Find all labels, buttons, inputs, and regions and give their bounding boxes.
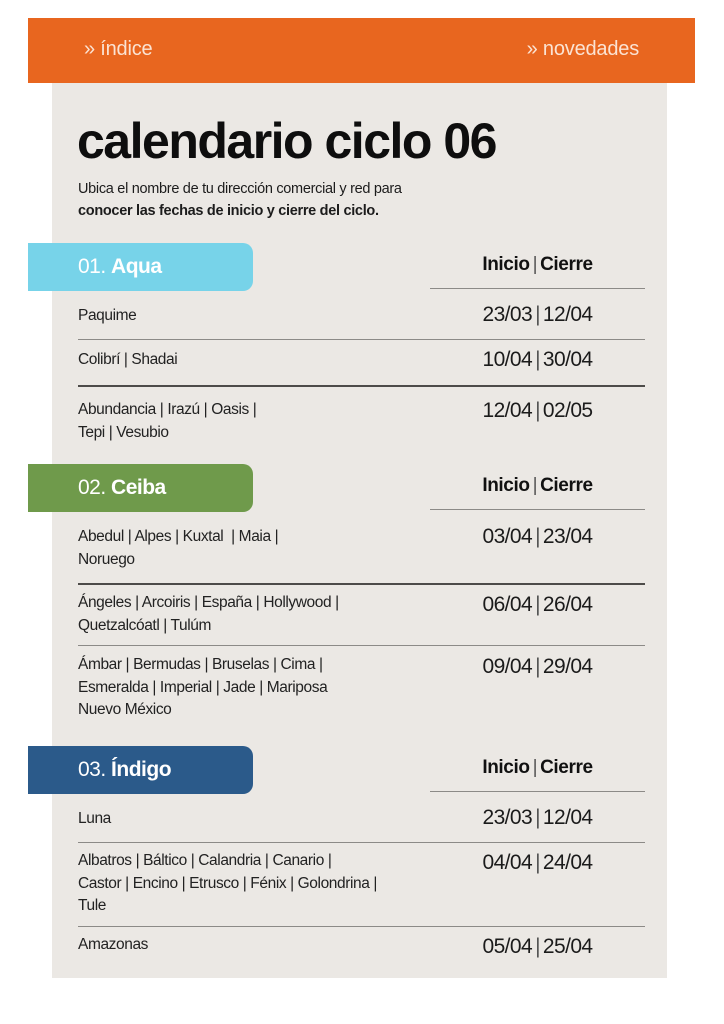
start-date: 23/03 [482, 806, 533, 829]
column-separator: | [532, 254, 538, 275]
names-line: Tepi | Vesubio [78, 423, 169, 441]
column-separator: | [532, 757, 538, 778]
column-header [430, 757, 645, 779]
page-title: calendario ciclo 06 [77, 113, 496, 169]
date-separator: | [535, 348, 540, 371]
end-date: 12/04 [542, 806, 593, 829]
list-item-dates [430, 593, 645, 617]
date-separator: | [535, 851, 540, 874]
list-item-dates [430, 525, 645, 549]
date-separator: | [535, 935, 540, 958]
start-date: 05/04 [482, 935, 533, 958]
section-number: 03. [78, 758, 106, 781]
start-date: 03/04 [482, 525, 533, 548]
header-divider [430, 509, 645, 510]
column-end-label: Cierre [540, 254, 593, 275]
names-line: Colibrí | Shadai [78, 351, 178, 368]
subtitle-line-2: conocer las fechas de inicio y cierre del ciclo. [78, 203, 379, 219]
end-date: 24/04 [542, 851, 593, 874]
names-line: Paquime [78, 307, 137, 324]
row-divider [78, 926, 645, 927]
list-item-dates [430, 655, 645, 679]
start-date: 10/04 [482, 348, 533, 371]
subtitle-line-1: Ubica el nombre de tu dirección comercial y red para [78, 181, 402, 197]
section-tag-indigo [28, 746, 253, 794]
date-separator: | [535, 399, 540, 422]
row-divider [78, 385, 645, 387]
section-tag-aqua [28, 243, 253, 291]
column-separator: | [532, 475, 538, 496]
column-header [430, 254, 645, 276]
names-line: Amazonas [78, 936, 149, 953]
section-tag-ceiba [28, 464, 253, 512]
list-item-names [78, 349, 458, 372]
start-date: 09/04 [482, 655, 533, 678]
names-line: Albatros | Báltico | Calandria | Canario | [78, 852, 332, 869]
end-date: 30/04 [542, 348, 593, 371]
list-item-names [78, 808, 458, 831]
list-item-dates [430, 935, 645, 959]
column-start-label: Inicio [482, 254, 530, 275]
row-divider [78, 339, 645, 340]
names-line: Ámbar | Bermudas | Bruselas | Cima | [78, 656, 323, 673]
section-name: Aqua [111, 255, 162, 278]
end-date: 23/04 [542, 525, 593, 548]
names-line: Quetzalcóatl | Tulúm [78, 616, 212, 634]
list-item-names [78, 526, 458, 571]
list-item-dates [430, 806, 645, 830]
end-date: 26/04 [542, 593, 593, 616]
start-date: 12/04 [482, 399, 533, 422]
date-separator: | [535, 806, 540, 829]
list-item-dates [430, 303, 645, 327]
list-item-dates [430, 348, 645, 372]
date-separator: | [535, 303, 540, 326]
column-start-label: Inicio [482, 475, 530, 496]
list-item-names [78, 934, 458, 957]
index-link[interactable]: » índice [84, 38, 153, 60]
end-date: 29/04 [542, 655, 593, 678]
names-line: Luna [78, 810, 111, 827]
row-divider [78, 842, 645, 843]
list-item-names [78, 850, 458, 918]
names-line: Abedul | Alpes | Kuxtal | Maia | [78, 528, 279, 545]
row-divider [78, 583, 645, 585]
section-name: Índigo [111, 758, 172, 781]
start-date: 23/03 [482, 303, 533, 326]
column-header [430, 475, 645, 497]
list-item-names [78, 305, 458, 328]
column-end-label: Cierre [540, 475, 593, 496]
list-item-names [78, 592, 458, 637]
section-name: Ceiba [111, 476, 166, 499]
list-item-names [78, 654, 458, 722]
list-item-dates [430, 399, 645, 423]
names-line: Tule [78, 897, 106, 914]
header-divider [430, 791, 645, 792]
column-end-label: Cierre [540, 757, 593, 778]
names-line: Castor | Encino | Etrusco | Fénix | Golondrina | [78, 874, 378, 892]
row-divider [78, 645, 645, 646]
names-line: Ángeles | Arcoiris | España | Hollywood | [78, 594, 339, 611]
names-line: Nuevo México [78, 701, 172, 718]
date-separator: | [535, 655, 540, 678]
start-date: 06/04 [482, 593, 533, 616]
end-date: 25/04 [542, 935, 593, 958]
names-line: Esmeralda | Imperial | Jade | Mariposa [78, 678, 328, 696]
header-divider [430, 288, 645, 289]
names-line: Abundancia | Irazú | Oasis | [78, 401, 257, 418]
start-date: 04/04 [482, 851, 533, 874]
end-date: 02/05 [542, 399, 593, 422]
end-date: 12/04 [542, 303, 593, 326]
names-line: Noruego [78, 550, 135, 568]
column-start-label: Inicio [482, 757, 530, 778]
section-number: 02. [78, 476, 106, 499]
date-separator: | [535, 593, 540, 616]
date-separator: | [535, 525, 540, 548]
list-item-dates [430, 851, 645, 875]
list-item-names [78, 399, 458, 444]
news-link[interactable]: » novedades [526, 38, 639, 60]
top-nav-bar [28, 18, 695, 83]
section-number: 01. [78, 255, 106, 278]
page-subtitle [78, 178, 402, 222]
